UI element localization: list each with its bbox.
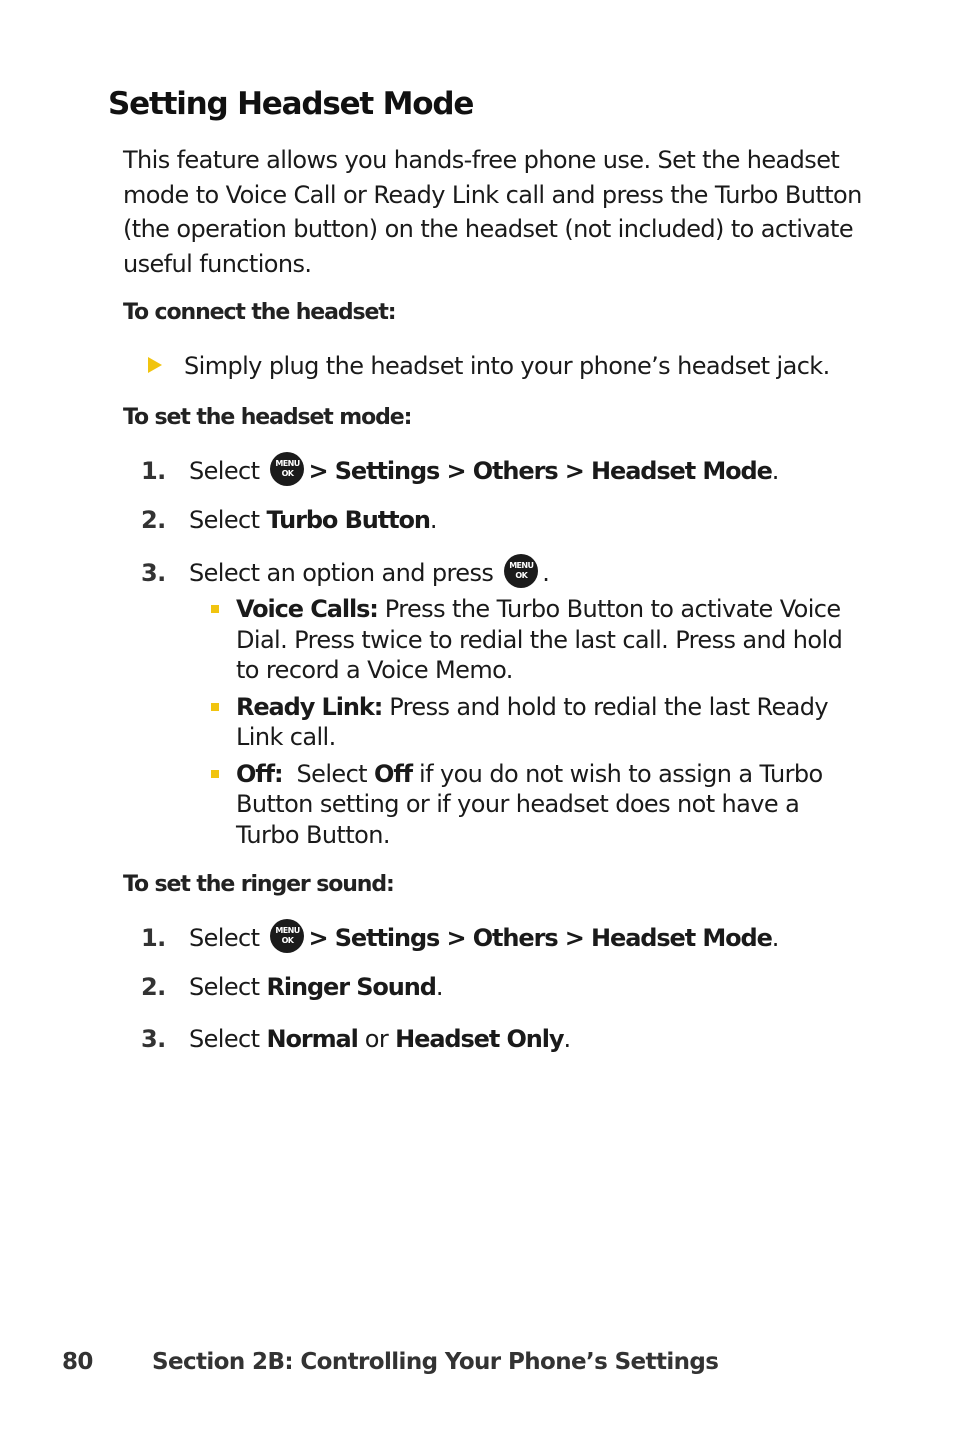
ringer-step-3: 3. Select Normal or Headset Only. bbox=[141, 1025, 571, 1053]
page-title: Setting Headset Mode bbox=[108, 86, 474, 122]
menu-path: > Settings > Others > Headset Mode bbox=[308, 924, 772, 952]
step-text: Select bbox=[189, 457, 260, 485]
square-bullet-icon bbox=[211, 605, 219, 613]
menu-ok-icon: MENU OK bbox=[504, 554, 538, 588]
ringer-step-1: 1. Select MENU OK > Settings > Others > Headset Mode. bbox=[141, 922, 779, 956]
mode-step-2: 2. Select Turbo Button. bbox=[141, 506, 437, 534]
mode-step-1: 1. Select MENU OK > Settings > Others > Headset Mode. bbox=[141, 455, 779, 489]
square-bullet-icon bbox=[211, 770, 219, 778]
option-ready-link: Ready Link: Press and hold to redial the last Ready Link call. bbox=[211, 692, 861, 753]
mode-step-3: 3. Select an option and press MENU OK . bbox=[141, 557, 549, 591]
step-number: 3. bbox=[141, 559, 166, 587]
step-text: Select bbox=[189, 924, 260, 952]
step-text: Select an option and press bbox=[189, 559, 494, 587]
connect-bullet bbox=[148, 352, 830, 380]
intro-paragraph: This feature allows you hands-free phone use. Set the headset mode to Voice Call or Ready Link call and press the Turbo Button (the operation button) on the headset (not included) to activate useful functions. bbox=[123, 146, 862, 278]
step-text: Select bbox=[189, 973, 260, 1001]
connect-bullet-text: Simply plug the headset into your phone’s headset jack. bbox=[184, 352, 830, 380]
menu-ok-icon: MENU OK bbox=[270, 919, 304, 953]
section-footer: Section 2B: Controlling Your Phone’s Settings bbox=[152, 1349, 719, 1375]
step-number: 2. bbox=[141, 506, 166, 534]
option-off: Off: Select Off if you do not wish to assign a Turbo Button setting or if your headset does not have a Turbo Button. bbox=[211, 759, 861, 851]
step-number: 2. bbox=[141, 973, 166, 1001]
option-list bbox=[211, 594, 861, 850]
square-bullet-icon bbox=[211, 703, 219, 711]
normal-label: Normal bbox=[266, 1025, 358, 1053]
option-voice-calls: Voice Calls: Press the Turbo Button to activate Voice Dial. Press twice to redial the last call. Press and hold to record a Voice Memo. bbox=[211, 594, 861, 686]
ringer-step-2: 2. Select Ringer Sound. bbox=[141, 973, 443, 1001]
ringer-heading: To set the ringer sound: bbox=[123, 872, 394, 897]
mode-heading: To set the headset mode: bbox=[123, 405, 412, 430]
step-text: Select bbox=[189, 1025, 260, 1053]
step-number: 3. bbox=[141, 1025, 166, 1053]
connect-heading: To connect the headset: bbox=[123, 300, 396, 325]
page-number: 80 bbox=[62, 1349, 93, 1375]
menu-ok-icon: MENU OK bbox=[270, 452, 304, 486]
menu-path: > Settings > Others > Headset Mode bbox=[308, 457, 772, 485]
step-number: 1. bbox=[141, 457, 166, 485]
headset-only-label: Headset Only bbox=[395, 1025, 564, 1053]
step-number: 1. bbox=[141, 924, 166, 952]
turbo-button-label: Turbo Button bbox=[266, 506, 430, 534]
step-text: Select bbox=[189, 506, 260, 534]
ringer-sound-label: Ringer Sound bbox=[266, 973, 436, 1001]
triangle-bullet-icon bbox=[148, 357, 162, 373]
